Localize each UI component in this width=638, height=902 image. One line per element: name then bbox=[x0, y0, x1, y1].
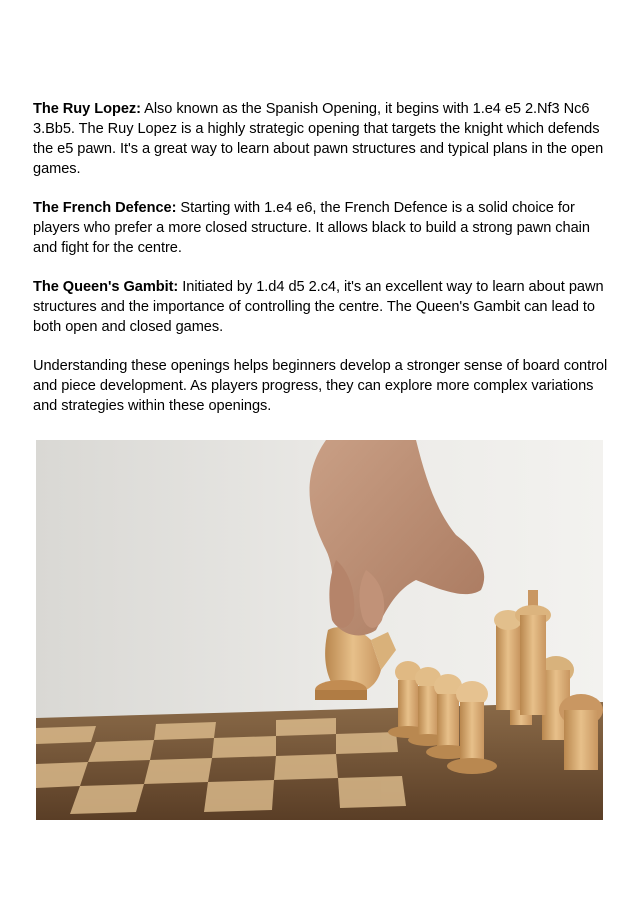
chess-hand-photo-icon bbox=[36, 440, 603, 820]
paragraph-text: Understanding these openings helps beginners develop a stronger sense of board control and piece development. As players progress, they can explore more complex variations and strategies within these openings. bbox=[33, 358, 608, 414]
paragraph-french-defence bbox=[33, 198, 608, 258]
paragraph-text: Also known as the Spanish Opening, it begins with 1.e4 e5 2.Nf3 Nc6 3.Bb5. The Ruy Lopez is a highly strategic opening that targets the knight which defends the e5 pawn. It's a great way to learn about pawn structures and typical plans in the open games. bbox=[33, 101, 604, 177]
paragraph-heading: The French Defence: bbox=[33, 200, 177, 216]
article-body bbox=[33, 99, 608, 435]
paragraph-queens-gambit bbox=[33, 277, 608, 337]
paragraph-text: Initiated by 1.d4 d5 2.c4, it's an excellent way to learn about pawn structures and the importance of controlling the centre. The Queen's Gambit can lead to both open and closed games. bbox=[33, 279, 604, 335]
chess-photo bbox=[36, 440, 603, 820]
paragraph-heading: The Ruy Lopez: bbox=[33, 101, 141, 117]
paragraph-ruy-lopez bbox=[33, 99, 608, 179]
paragraph-text: Starting with 1.e4 e6, the French Defence is a solid choice for players who prefer a more closed structure. It allows black to build a strong pawn chain and fight for the centre. bbox=[33, 200, 590, 256]
paragraph-heading: The Queen's Gambit: bbox=[33, 279, 179, 295]
paragraph-summary bbox=[33, 356, 608, 416]
